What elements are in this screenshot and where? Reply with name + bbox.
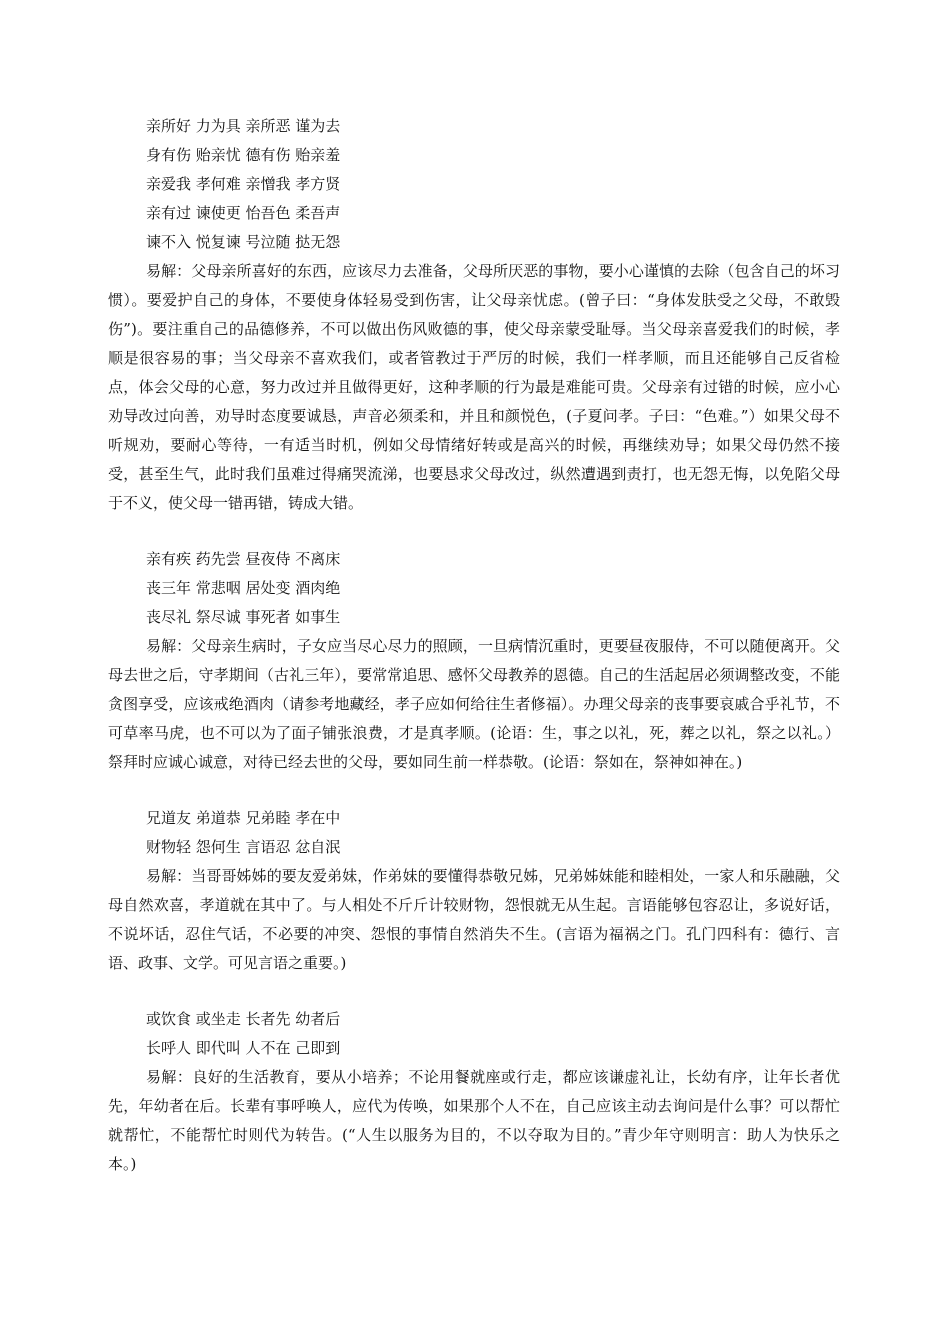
verse-line: 谏不入 悦复谏 号泣随 挞无怨	[146, 233, 341, 251]
section-elders	[108, 1005, 840, 1179]
verse-line: 身有伤 贻亲忧 德有伤 贻亲羞	[146, 146, 341, 164]
explanation-paragraph: 易解：良好的生活教育，要从小培养；不论用餐就座或行走，都应该谦虚礼让，长幼有序，让年长者优先，年幼者在后。长辈有事呼唤人，应代为传唤，如果那个人不在，自己应该主动去询问是什么事？可以帮忙就帮忙，不能帮忙时则代为转告。(“人生以服务为目的，不以夺取为目的。”青少年守则明言：助人为快乐之本。)	[108, 1068, 840, 1173]
verse-line: 亲所好 力为具 亲所恶 谨为去	[146, 117, 341, 135]
verse-line: 丧尽礼 祭尽诚 事死者 如事生	[146, 608, 341, 626]
verse-line: 或饮食 或坐走 长者先 幼者后	[146, 1010, 341, 1028]
section-siblings	[108, 804, 840, 978]
explanation-paragraph: 易解：父母亲所喜好的东西，应该尽力去准备，父母所厌恶的事物，要小心谨慎的去除（包含自己的坏习惯）。要爱护自己的身体，不要使身体轻易受到伤害，让父母亲忧虑。(曾子曰：“身体发肤受之父母，不敢毁伤”)。要注重自己的品德修养，不可以做出伤风败德的事，使父母亲蒙受耻辱。当父母亲喜爱我们的时候，孝顺是很容易的事；当父母亲不喜欢我们，或者管教过于严厉的时候，我们一样孝顺，而且还能够自己反省检点，体会父母的心意，努力改过并且做得更好，这种孝顺的行为最是难能可贵。父母亲有过错的时候，应小心劝导改过向善，劝导时态度要诚恳，声音必须柔和，并且和颜悦色，(子夏问孝。子曰：“色难。”）如果父母不听规劝，要耐心等待，一有适当时机，例如父母情绪好转或是高兴的时候，再继续劝导；如果父母仍然不接受，甚至生气，此时我们虽难过得痛哭流涕，也要恳求父母改过，纵然遭遇到责打，也无怨无悔，以免陷父母于不义，使父母一错再错，铸成大错。	[108, 262, 840, 512]
verse-line: 兄道友 弟道恭 兄弟睦 孝在中	[146, 809, 341, 827]
verse-line: 长呼人 即代叫 人不在 己即到	[146, 1039, 341, 1057]
explanation-paragraph: 易解：父母亲生病时，子女应当尽心尽力的照顾，一旦病情沉重时，更要昼夜服侍，不可以随便离开。父母去世之后，守孝期间（古礼三年），要常常追思、感怀父母教养的恩德。自己的生活起居必须调整改变，不能贪图享受，应该戒绝酒肉（请参考地藏经，孝子应如何给往生者修福）。办理父母亲的丧事要哀戚合乎礼节，不可草率马虎，也不可以为了面子铺张浪费，才是真孝顺。(论语：生，事之以礼，死，葬之以礼，祭之以礼。）祭拜时应诚心诚意，对待已经去世的父母，要如同生前一样恭敬。(论语：祭如在，祭神如神在。)	[108, 637, 840, 771]
verse-line: 亲有过 谏使更 怡吾色 柔吾声	[146, 204, 341, 222]
section-parents-illness	[108, 545, 840, 777]
explanation-paragraph: 易解：当哥哥姊姊的要友爱弟妹，作弟妹的要懂得恭敬兄姊，兄弟姊妹能和睦相处，一家人和乐融融，父母自然欢喜，孝道就在其中了。与人相处不斤斤计较财物，怨恨就无从生起。言语能够包容忍让，多说好话，不说坏话，忍住气话，不必要的冲突、怨恨的事情自然消失不生。(言语为福祸之门。孔门四科有：德行、言语、政事、文学。可见言语之重要。)	[108, 867, 840, 972]
document-page	[108, 112, 840, 1206]
section-parents-likes	[108, 112, 840, 518]
verse-line: 财物轻 怨何生 言语忍 忿自泯	[146, 838, 341, 856]
verse-line: 亲爱我 孝何难 亲憎我 孝方贤	[146, 175, 341, 193]
verse-line: 亲有疾 药先尝 昼夜侍 不离床	[146, 550, 341, 568]
verse-line: 丧三年 常悲咽 居处变 酒肉绝	[146, 579, 341, 597]
